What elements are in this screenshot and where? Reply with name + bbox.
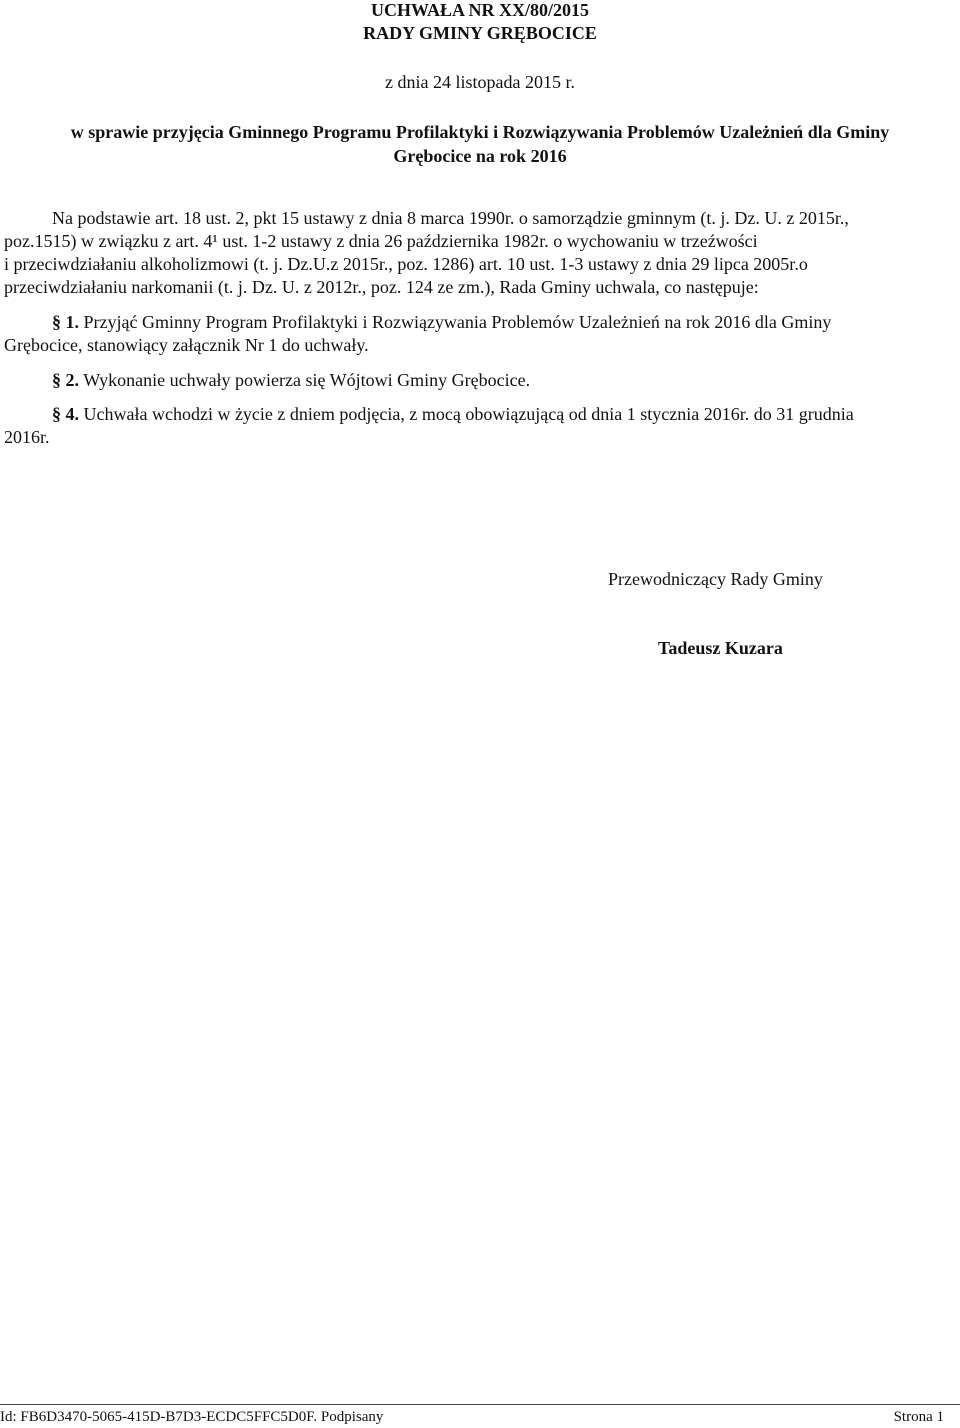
- section-1: [52, 311, 831, 334]
- subject-line-1: w sprawie przyjęcia Gminnego Programu Profilaktyki i Rozwiązywania Problemów Uzależnień dla Gminy: [70, 122, 890, 142]
- section-4-continuation: 2016r.: [4, 427, 50, 447]
- preamble-line-2: poz.1515) w związku z art. 4¹ ust. 1-2 ustawy z dnia 26 października 1982r. o wychowaniu w trzeźwości: [4, 231, 758, 251]
- resolution-number: UCHWAŁA NR XX/80/2015: [370, 0, 589, 20]
- subject-line-2: Grębocice na rok 2016: [393, 146, 567, 166]
- resolution-date: z dnia 24 listopada 2015 r.: [385, 72, 575, 92]
- preamble-line-4: przeciwdziałaniu narkomanii (t. j. Dz. U. z 2012r., poz. 124 ze zm.), Rada Gminy uchwala, co następuje:: [4, 277, 759, 297]
- council-name: RADY GMINY GRĘBOCICE: [363, 23, 597, 43]
- section-mark: § 2.: [52, 370, 79, 390]
- section-text: Uchwała wchodzi w życie z dniem podjęcia, z mocą obowiązującą od dnia 1 stycznia 2016r. do 31 grudnia: [83, 404, 854, 424]
- section-mark: § 4.: [52, 404, 79, 424]
- preamble-line-1: Na podstawie art. 18 ust. 2, pkt 15 ustawy z dnia 8 marca 1990r. o samorządzie gminnym (t. j. Dz. U. z 2015r.,: [52, 208, 849, 228]
- section-text: Przyjąć Gminny Program Profilaktyki i Rozwiązywania Problemów Uzależnień na rok 2016 dla Gminy: [83, 312, 832, 332]
- signature-name: Tadeusz Kuzara: [658, 638, 783, 658]
- document-id: Id: FB6D3470-5065-415D-B7D3-ECDC5FFC5D0F. Podpisany: [0, 1409, 384, 1425]
- section-2: [52, 369, 530, 392]
- footer-divider: [0, 1404, 960, 1405]
- page-number: Strona 1: [893, 1409, 944, 1425]
- section-4: [52, 403, 854, 426]
- section-text: Wykonanie uchwały powierza się Wójtowi Gminy Grębocice.: [83, 370, 531, 390]
- section-mark: § 1.: [52, 312, 79, 332]
- signature-role: Przewodniczący Rady Gminy: [608, 569, 823, 589]
- preamble-line-3: i przeciwdziałaniu alkoholizmowi (t. j. Dz.U.z 2015r., poz. 1286) art. 10 ust. 1-3 ustawy z dnia 29 lipca 2005r.o: [4, 254, 808, 274]
- section-1-continuation: Grębocice, stanowiący załącznik Nr 1 do uchwały.: [4, 335, 369, 355]
